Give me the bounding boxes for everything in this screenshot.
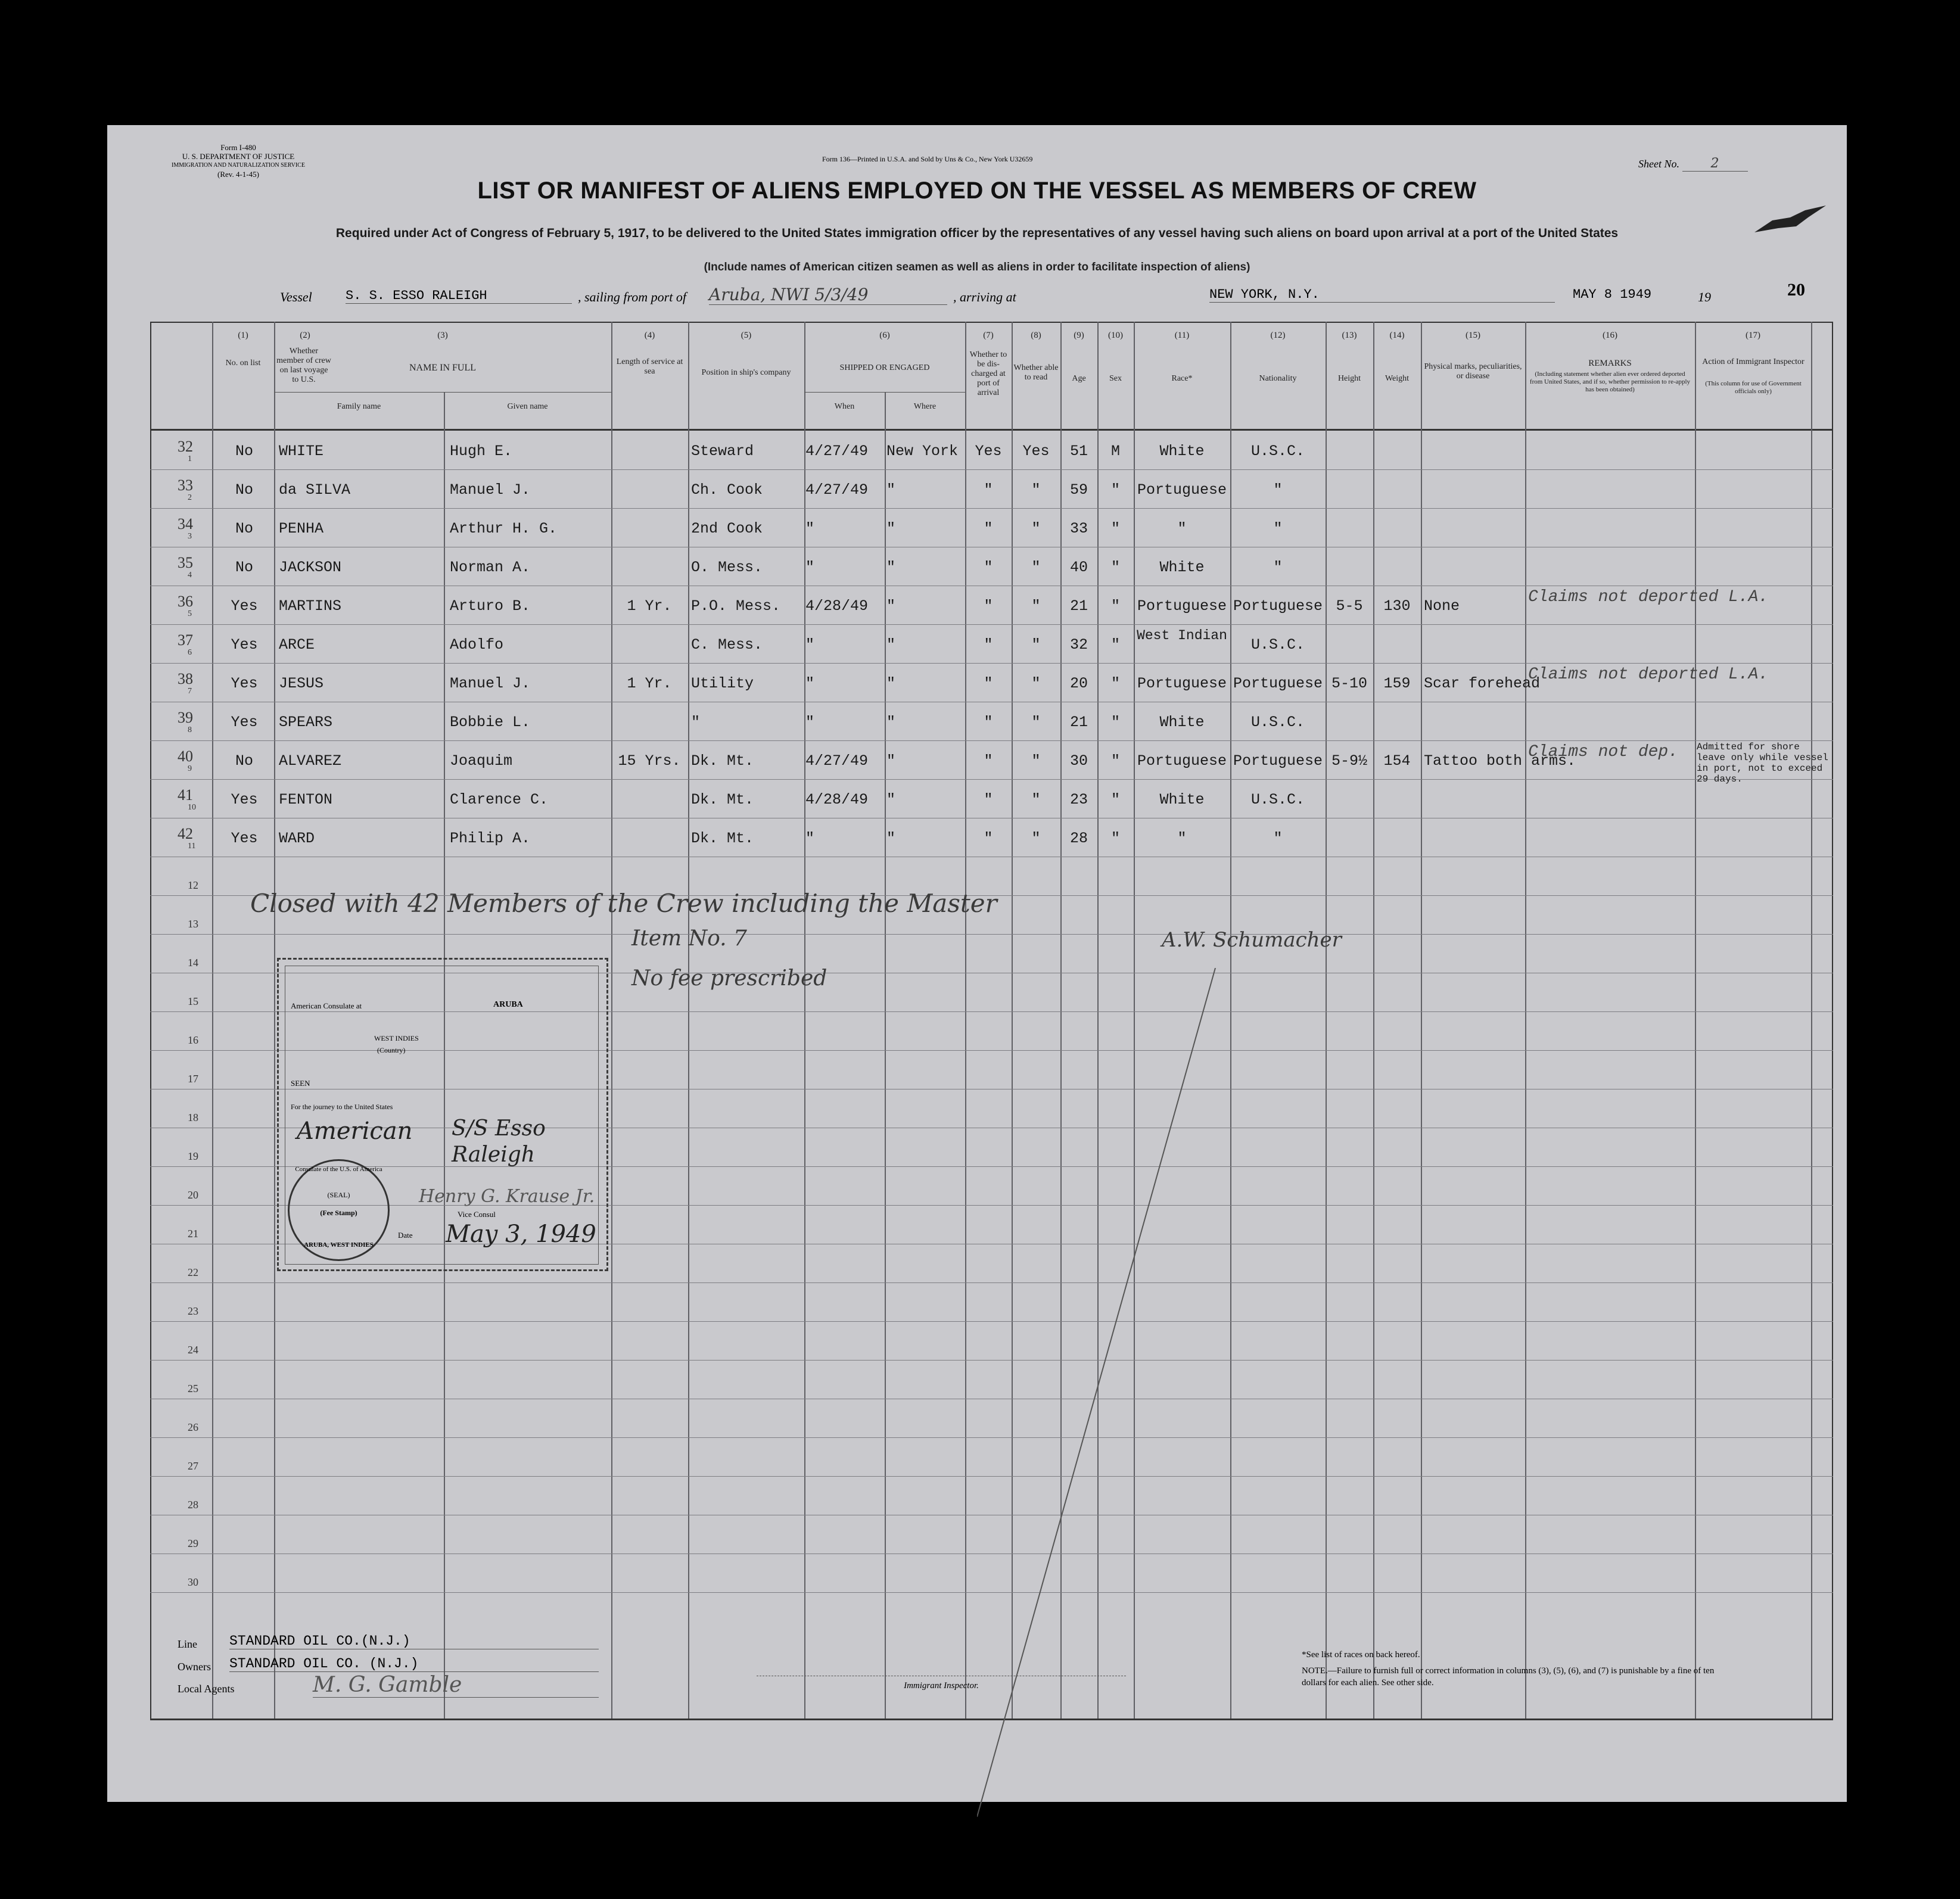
- sheet-label: Sheet No.: [1638, 158, 1679, 170]
- cell-sex: ": [1110, 675, 1120, 692]
- cell-race: Portuguese: [1137, 597, 1227, 615]
- row-divider: [150, 663, 1833, 664]
- owners-label: Owners: [178, 1661, 211, 1673]
- cell-given: Philip A.: [450, 830, 531, 847]
- cell-given: Hugh E.: [450, 443, 513, 460]
- cell-given: Bobbie L.: [450, 714, 531, 731]
- cell-sex: ": [1110, 791, 1120, 808]
- empty-line-number: 20: [188, 1189, 198, 1201]
- cell-sex: ": [1110, 597, 1120, 615]
- empty-line-number: 26: [188, 1421, 198, 1433]
- cell-age: 23: [1069, 791, 1088, 808]
- cell-marks: Scar forehead: [1424, 675, 1541, 692]
- stamp-journey: For the journey to the United States: [291, 1103, 393, 1111]
- inspector-label: Immigrant Inspector.: [904, 1681, 979, 1691]
- row-number: 35: [178, 554, 193, 571]
- row-number: 38: [178, 670, 193, 687]
- cell-age: 21: [1069, 597, 1088, 615]
- cell-discharged: ": [984, 481, 993, 499]
- cell-discharged: ": [984, 791, 993, 808]
- empty-line-number: 28: [188, 1499, 198, 1511]
- cell-height: 5-9½: [1331, 752, 1367, 770]
- margin-number: 20: [1787, 280, 1805, 300]
- cell-given: Arturo B.: [450, 597, 531, 615]
- arriving-port: NEW YORK, N.Y.: [1209, 287, 1555, 303]
- col-header-action-note: (This column for use of Government officials only): [1705, 380, 1802, 395]
- cell-when: ": [805, 559, 815, 576]
- page-subtitle: Required under Act of Congress of February 5, 1917, to be delivered to the United States immigration officer by the representatives of any vessel having such aliens on board upon arrival at a port of the United States: [335, 226, 1619, 240]
- stamp-place: ARUBA: [493, 1000, 523, 1009]
- cell-race: White: [1159, 443, 1205, 460]
- cell-age: 40: [1069, 559, 1088, 576]
- col-header-family: Family name: [337, 402, 381, 411]
- cell-family: WHITE: [279, 443, 324, 460]
- cell-race: ": [1177, 520, 1187, 537]
- cell-given: Manuel J.: [450, 675, 531, 692]
- col-num: (6): [879, 331, 890, 340]
- col-num: (10): [1108, 331, 1123, 340]
- cell-nationality: ": [1273, 520, 1283, 537]
- row-number: 42: [178, 825, 193, 842]
- cell-read: ": [1031, 636, 1041, 653]
- col-header-when: When: [834, 402, 855, 411]
- cell-family: SPEARS: [279, 714, 333, 731]
- form-id: Form I-480: [220, 143, 256, 152]
- sailing-port: Aruba, NWI 5/3/49: [709, 285, 947, 305]
- sailing-label: , sailing from port of: [578, 289, 686, 304]
- printer-line: Form 136—Printed in U.S.A. and Sold by Uns & Co., New York U32659: [822, 155, 1033, 163]
- cell-position: Ch. Cook: [691, 481, 763, 499]
- cell-nationality: U.S.C.: [1250, 714, 1305, 731]
- row-line-number: 7: [188, 687, 192, 696]
- col-header-position: Position in ship's company: [701, 368, 791, 377]
- cell-race: West Indian: [1137, 628, 1227, 643]
- cell-read: ": [1031, 675, 1041, 692]
- cell-prev: Yes: [231, 791, 258, 808]
- master-signature: A.W. Schumacher: [1162, 928, 1342, 952]
- row-line-number: 6: [188, 648, 192, 657]
- cell-when: ": [805, 636, 815, 653]
- row-line-number: 2: [188, 493, 192, 502]
- cell-when: 4/27/49: [805, 752, 869, 770]
- cell-position: ": [691, 714, 701, 731]
- cell-age: 30: [1069, 752, 1088, 770]
- cell-family: MARTINS: [279, 597, 342, 615]
- vessel-name: S. S. ESSO RALEIGH: [346, 288, 572, 304]
- stamp-country: WEST INDIES: [374, 1034, 419, 1042]
- cell-sex: ": [1110, 520, 1120, 537]
- row-number: 37: [178, 631, 193, 649]
- col-header-where: Where: [913, 402, 937, 411]
- cell-given: Arthur H. G.: [450, 520, 558, 537]
- col-num: (8): [1031, 331, 1041, 340]
- arrival-date: MAY 8 1949: [1573, 287, 1652, 302]
- cell-nationality: ": [1273, 481, 1283, 499]
- vessel-label: Vessel: [280, 289, 312, 304]
- fee-stamp-label: (Fee Stamp): [320, 1209, 357, 1217]
- col-header-age: Age: [1072, 374, 1086, 383]
- cell-when: ": [805, 830, 815, 847]
- cell-given: Adolfo: [450, 636, 504, 653]
- col-header-weight: Weight: [1385, 374, 1410, 383]
- cell-position: Dk. Mt.: [691, 791, 754, 808]
- col-num: (11): [1174, 331, 1190, 340]
- empty-line-number: 14: [188, 957, 198, 969]
- cell-weight: 130: [1383, 597, 1411, 615]
- year-prefix: 19: [1698, 289, 1711, 304]
- col-header-last-voyage: Whether member of crew on last voyage to U.S.: [276, 347, 331, 384]
- cell-read: ": [1031, 752, 1041, 770]
- col-num: (7): [983, 331, 994, 340]
- cell-discharged: ": [984, 520, 993, 537]
- row-number: 34: [178, 515, 193, 533]
- sheet-number-block: [1638, 156, 1748, 172]
- stamp-date-label: Date: [398, 1231, 413, 1240]
- col-num: (14): [1389, 331, 1405, 340]
- cell-when: 4/27/49: [805, 481, 869, 499]
- cell-marks: Tattoo both arms.: [1424, 752, 1576, 770]
- cell-weight: 159: [1383, 675, 1411, 692]
- empty-line-number: 15: [188, 995, 198, 1007]
- col-header-read: Whether able to read: [1013, 363, 1059, 382]
- row-line-number: 5: [188, 609, 192, 618]
- cell-age: 21: [1069, 714, 1088, 731]
- cell-remarks: Claims not deported L.A.: [1528, 588, 1769, 606]
- col-num: (9): [1074, 331, 1084, 340]
- cell-age: 28: [1069, 830, 1088, 847]
- empty-line-number: 21: [188, 1228, 198, 1240]
- cell-family: JESUS: [279, 675, 324, 692]
- cell-sex: ": [1110, 714, 1120, 731]
- pen-stroke: [977, 968, 1227, 1820]
- cell-sex: ": [1110, 559, 1120, 576]
- cell-nationality: ": [1273, 830, 1283, 847]
- cell-nationality: U.S.C.: [1250, 443, 1305, 460]
- cell-where: ": [886, 714, 896, 731]
- col-num: (5): [741, 331, 752, 340]
- cell-age: 33: [1069, 520, 1088, 537]
- cell-when: 4/27/49: [805, 443, 869, 460]
- stamp-consulate: American Consulate at: [291, 1001, 362, 1010]
- cell-nationality: Portuguese: [1233, 597, 1323, 615]
- cell-family: FENTON: [279, 791, 333, 808]
- col-header-height: Height: [1337, 374, 1361, 383]
- cell-prev: Yes: [231, 597, 258, 615]
- cell-race: Portuguese: [1137, 675, 1227, 692]
- row-number: 39: [178, 709, 193, 726]
- col-header-sex: Sex: [1109, 374, 1122, 383]
- row-line-number: 11: [188, 842, 196, 851]
- empty-line-number: 19: [188, 1150, 198, 1162]
- col-header-no-on-list: No. on list: [225, 359, 261, 368]
- cell-age: 59: [1069, 481, 1088, 499]
- owners-value: STANDARD OIL CO. (N.J.): [229, 1656, 599, 1672]
- revision: (Rev. 4-1-45): [217, 170, 259, 179]
- seal-place: ARUBA, WEST INDIES: [304, 1241, 374, 1249]
- stamp-ship: S/S Esso Raleigh: [452, 1116, 546, 1167]
- cell-given: Joaquim: [450, 752, 513, 770]
- cell-remarks: Claims not dep.: [1528, 743, 1679, 761]
- cell-discharged: ": [984, 830, 993, 847]
- cell-prev: No: [235, 481, 253, 499]
- cell-service: 15 Yrs.: [618, 752, 681, 770]
- col-header-marks: Physical marks, peculiarities, or disease: [1424, 362, 1522, 381]
- cell-given: Clarence C.: [450, 791, 549, 808]
- cell-sex: ": [1110, 636, 1120, 653]
- seal-text: Consulate of the U.S. of America: [295, 1166, 382, 1173]
- form-header-block: [170, 143, 307, 179]
- empty-line-number: 16: [188, 1034, 198, 1046]
- cell-prev: No: [235, 520, 253, 537]
- cell-discharged: ": [984, 752, 993, 770]
- cell-race: Portuguese: [1137, 752, 1227, 770]
- sheet-number: 2: [1682, 156, 1748, 172]
- cell-prev: Yes: [231, 830, 258, 847]
- row-line-number: 4: [188, 571, 192, 580]
- cell-where: ": [886, 752, 896, 770]
- cell-discharged: ": [984, 636, 993, 653]
- cell-family: da SILVA: [279, 481, 351, 499]
- agents-value: M. G. Gamble: [313, 1673, 599, 1698]
- cell-where: ": [886, 636, 896, 653]
- row-number: 40: [178, 748, 193, 765]
- cell-discharged: ": [984, 675, 993, 692]
- empty-line-number: 29: [188, 1537, 198, 1549]
- cell-prev: No: [235, 559, 253, 576]
- agency: U. S. DEPARTMENT OF JUSTICE: [182, 152, 295, 161]
- cell-where: ": [886, 830, 896, 847]
- row-line-number: 8: [188, 726, 192, 734]
- col-num: (12): [1270, 331, 1286, 340]
- col-header-remarks-note: (Including statement whether alien ever ordered deported from United States, and if so, whether permission to re-apply has been obtained): [1529, 371, 1691, 393]
- cell-race: White: [1159, 714, 1205, 731]
- col-num: (16): [1603, 331, 1617, 340]
- cell-where: ": [886, 597, 896, 615]
- cell-position: Dk. Mt.: [691, 752, 754, 770]
- empty-line-number: 13: [188, 918, 198, 930]
- col-num: (1): [238, 331, 248, 340]
- cell-action: Admitted for shore leave only while vessel in port, not to exceed 29 days.: [1697, 742, 1828, 784]
- page-subnote: (Include names of American citizen seamen as well as aliens in order to facilitate inspection of aliens): [704, 261, 1250, 273]
- empty-line-number: 17: [188, 1073, 198, 1085]
- row-number: 41: [178, 786, 193, 804]
- stamp-date: May 3, 1949: [446, 1221, 596, 1248]
- cell-position: 2nd Cook: [691, 520, 763, 537]
- cell-nationality: Portuguese: [1233, 675, 1323, 692]
- cell-nationality: U.S.C.: [1250, 791, 1305, 808]
- row-divider: [150, 469, 1833, 470]
- stamp-consul-signature: Henry G. Krause Jr.: [419, 1186, 595, 1207]
- fee-note: No fee prescribed: [631, 966, 827, 991]
- row-divider: [150, 740, 1833, 741]
- cell-race: Portuguese: [1137, 481, 1227, 499]
- row-line-number: 10: [188, 803, 196, 812]
- cell-height: 5-5: [1336, 597, 1363, 615]
- col-header-race: Race*: [1171, 374, 1193, 383]
- vessel-line: [280, 280, 1829, 309]
- cell-weight: 154: [1383, 752, 1411, 770]
- cell-where: ": [886, 791, 896, 808]
- cell-sex: M: [1110, 443, 1120, 460]
- col-header-nationality: Nationality: [1259, 374, 1297, 383]
- row-number: 33: [178, 477, 193, 494]
- cell-read: ": [1031, 714, 1041, 731]
- cell-race: ": [1177, 830, 1187, 847]
- cell-prev: No: [235, 443, 253, 460]
- cell-when: ": [805, 520, 815, 537]
- empty-line-number: 12: [188, 879, 198, 891]
- col-header-shipped: SHIPPED OR ENGAGED: [839, 363, 930, 372]
- cell-age: 51: [1069, 443, 1088, 460]
- col-header-discharged: Whether to be dis-charged at port of arrival: [969, 350, 1007, 397]
- cell-sex: ": [1110, 752, 1120, 770]
- col-num: (15): [1466, 331, 1480, 340]
- cell-when: 4/28/49: [805, 597, 869, 615]
- cell-nationality: ": [1273, 559, 1283, 576]
- cell-read: ": [1031, 791, 1041, 808]
- footer-note: NOTE.—Failure to furnish full or correct information in columns (3), (5), (6), and (7) is punishable by a fine of ten dollars for each alien. See other side.: [1302, 1666, 1715, 1688]
- col-header-name: NAME IN FULL: [409, 363, 476, 373]
- stamp-nationality: American: [297, 1117, 413, 1145]
- empty-line-number: 23: [188, 1305, 198, 1317]
- row-divider: [150, 624, 1833, 625]
- cell-family: ALVAREZ: [279, 752, 342, 770]
- row-line-number: 3: [188, 532, 192, 541]
- manifest-page: [107, 125, 1847, 1802]
- cell-height: 5-10: [1331, 675, 1367, 692]
- col-header-action: Action of Immigrant Inspector: [1702, 357, 1805, 366]
- row-divider: [150, 779, 1833, 780]
- cell-service: 1 Yr.: [627, 597, 672, 615]
- empty-line-number: 18: [188, 1112, 198, 1123]
- cell-prev: No: [235, 752, 253, 770]
- closing-note: Closed with 42 Members of the Crew including the Master: [250, 889, 997, 918]
- cell-read: ": [1031, 481, 1041, 499]
- cell-discharged: ": [984, 714, 993, 731]
- col-header-remarks: REMARKS: [1588, 359, 1632, 368]
- cell-read: ": [1031, 597, 1041, 615]
- cell-read: ": [1031, 520, 1041, 537]
- cell-position: Steward: [691, 443, 754, 460]
- row-number: 32: [178, 438, 193, 455]
- empty-line-number: 27: [188, 1460, 198, 1472]
- cell-given: Norman A.: [450, 559, 531, 576]
- col-num: (4): [644, 331, 655, 340]
- cell-nationality: Portuguese: [1233, 752, 1323, 770]
- cell-nationality: U.S.C.: [1250, 636, 1305, 653]
- cell-prev: Yes: [231, 714, 258, 731]
- cell-family: ARCE: [279, 636, 315, 653]
- seal-label: (SEAL): [327, 1191, 350, 1199]
- cell-age: 32: [1069, 636, 1088, 653]
- cell-family: WARD: [279, 830, 315, 847]
- empty-line-number: 22: [188, 1266, 198, 1278]
- cell-sex: ": [1110, 481, 1120, 499]
- service: IMMIGRATION AND NATURALIZATION SERVICE: [172, 162, 305, 169]
- cell-service: 1 Yr.: [627, 675, 672, 692]
- consulate-stamp: [277, 958, 608, 1271]
- cell-prev: Yes: [231, 636, 258, 653]
- cell-discharged: ": [984, 559, 993, 576]
- cell-discharged: ": [984, 597, 993, 615]
- col-header-given: Given name: [507, 402, 548, 411]
- stamp-seen: SEEN: [291, 1079, 310, 1088]
- cell-position: Utility: [691, 675, 754, 692]
- cell-position: Dk. Mt.: [691, 830, 754, 847]
- empty-line-number: 25: [188, 1383, 198, 1394]
- cell-where: ": [886, 481, 896, 499]
- cell-marks: None: [1424, 597, 1460, 615]
- cell-remarks: Claims not deported L.A.: [1528, 665, 1769, 684]
- cell-read: ": [1031, 830, 1041, 847]
- cell-where: ": [886, 675, 896, 692]
- cell-position: O. Mess.: [691, 559, 763, 576]
- consulate-seal-icon: [288, 1159, 390, 1261]
- col-num: (17): [1746, 331, 1760, 340]
- cell-where: ": [886, 559, 896, 576]
- cell-discharged: Yes: [975, 443, 1002, 460]
- cell-prev: Yes: [231, 675, 258, 692]
- cell-when: ": [805, 675, 815, 692]
- cell-when: ": [805, 714, 815, 731]
- cell-position: P.O. Mess.: [691, 597, 781, 615]
- arriving-label: , arriving at: [953, 289, 1016, 304]
- col-header-service: Length of service at sea: [616, 357, 683, 376]
- row-number: 36: [178, 593, 193, 610]
- inspector-mark-icon: [1749, 200, 1832, 241]
- cell-race: White: [1159, 559, 1205, 576]
- item-note: Item No. 7: [631, 926, 747, 951]
- line-value: STANDARD OIL CO.(N.J.): [229, 1633, 599, 1649]
- empty-line-number: 24: [188, 1344, 198, 1356]
- col-num: (2): [300, 331, 310, 340]
- cell-race: White: [1159, 791, 1205, 808]
- cell-where: ": [886, 520, 896, 537]
- row-divider: [150, 934, 1833, 935]
- row-line-number: 1: [188, 454, 192, 463]
- cell-family: PENHA: [279, 520, 324, 537]
- cell-read: ": [1031, 559, 1041, 576]
- col-num: (3): [437, 331, 448, 340]
- cell-given: Manuel J.: [450, 481, 531, 499]
- cell-position: C. Mess.: [691, 636, 763, 653]
- col-num: (13): [1342, 331, 1357, 340]
- cell-where: New York: [886, 443, 959, 460]
- empty-line-number: 30: [188, 1576, 198, 1588]
- cell-read: Yes: [1022, 443, 1050, 460]
- stamp-country-label: (Country): [377, 1046, 406, 1054]
- row-line-number: 9: [188, 764, 192, 773]
- line-label: Line: [178, 1638, 197, 1650]
- cell-sex: ": [1110, 830, 1120, 847]
- row-divider: [150, 508, 1833, 509]
- agents-label: Local Agents: [178, 1683, 235, 1695]
- cell-family: JACKSON: [279, 559, 342, 576]
- page-title: LIST OR MANIFEST OF ALIENS EMPLOYED ON THE VESSEL AS MEMBERS OF CREW: [477, 178, 1477, 204]
- races-note: *See list of races on back hereof.: [1302, 1650, 1420, 1660]
- cell-age: 20: [1069, 675, 1088, 692]
- cell-when: 4/28/49: [805, 791, 869, 808]
- stamp-consul-title: Vice Consul: [458, 1210, 496, 1219]
